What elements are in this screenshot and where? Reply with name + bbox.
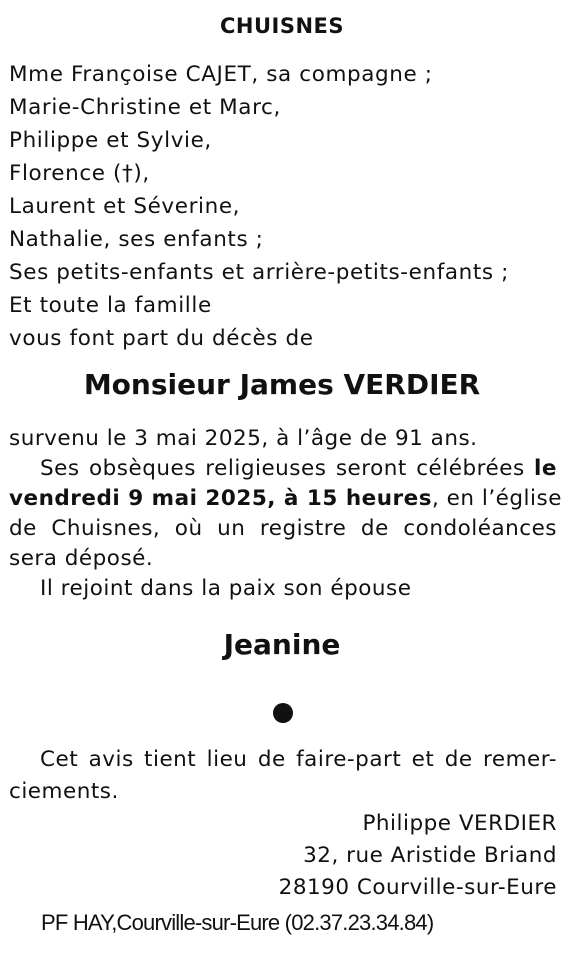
- bullet-separator: [273, 703, 293, 723]
- signature-street: 32, rue Aristide Briand: [303, 843, 557, 868]
- deceased-name: Monsieur James VERDIER: [83, 368, 481, 401]
- ceremony-text: , en l’église: [432, 486, 562, 511]
- family-line: Florence (†),: [9, 161, 150, 186]
- ceremony-line-1: [9, 454, 557, 484]
- spouse-name: Jeanine: [223, 628, 341, 661]
- family-line: Nathalie, ses enfants ;: [9, 227, 264, 252]
- ceremony-text: Ses obsèques religieuses seront célébrées: [40, 456, 525, 481]
- family-line: Laurent et Séverine,: [9, 194, 241, 219]
- death-details: [9, 424, 562, 604]
- family-line: Mme Françoise CAJET, sa compagne ;: [9, 62, 433, 87]
- family-line: Marie-Christine et Marc,: [9, 95, 281, 120]
- family-line: vous font part du décès de: [9, 326, 314, 351]
- family-line: Et toute la famille: [9, 293, 212, 318]
- family-line: Ses petits-enfants et arrière-petits-enfants ;: [9, 260, 509, 285]
- notice-line-1: Cet avis tient lieu de faire-part et de remer-: [40, 747, 557, 772]
- signature-block: [279, 808, 557, 904]
- notice-text: [9, 744, 557, 808]
- ceremony-date-bold: le: [534, 456, 557, 481]
- notice-line-2: ciements.: [9, 779, 119, 804]
- death-date-line: survenu le 3 mai 2025, à l’âge de 91 ans.: [9, 426, 478, 451]
- ceremony-line-2: [9, 484, 562, 514]
- ceremony-date-bold: vendredi 9 mai 2025, à 15 heures: [9, 486, 432, 511]
- rejoin-line: Il rejoint dans la paix son épouse: [40, 576, 412, 601]
- town-heading: CHUISNES: [219, 14, 345, 38]
- ceremony-line-3: de Chuisnes, où un registre de condoléances: [9, 516, 557, 541]
- ceremony-line-4: sera déposé.: [9, 546, 154, 571]
- family-line: Philippe et Sylvie,: [9, 128, 212, 153]
- funeral-home-credit: PF HAY,Courville-sur-Eure (02.37.23.34.84): [41, 910, 434, 935]
- signature-name: Philippe VERDIER: [362, 811, 557, 836]
- family-list: [9, 58, 509, 355]
- signature-city: 28190 Courville-sur-Eure: [278, 875, 557, 900]
